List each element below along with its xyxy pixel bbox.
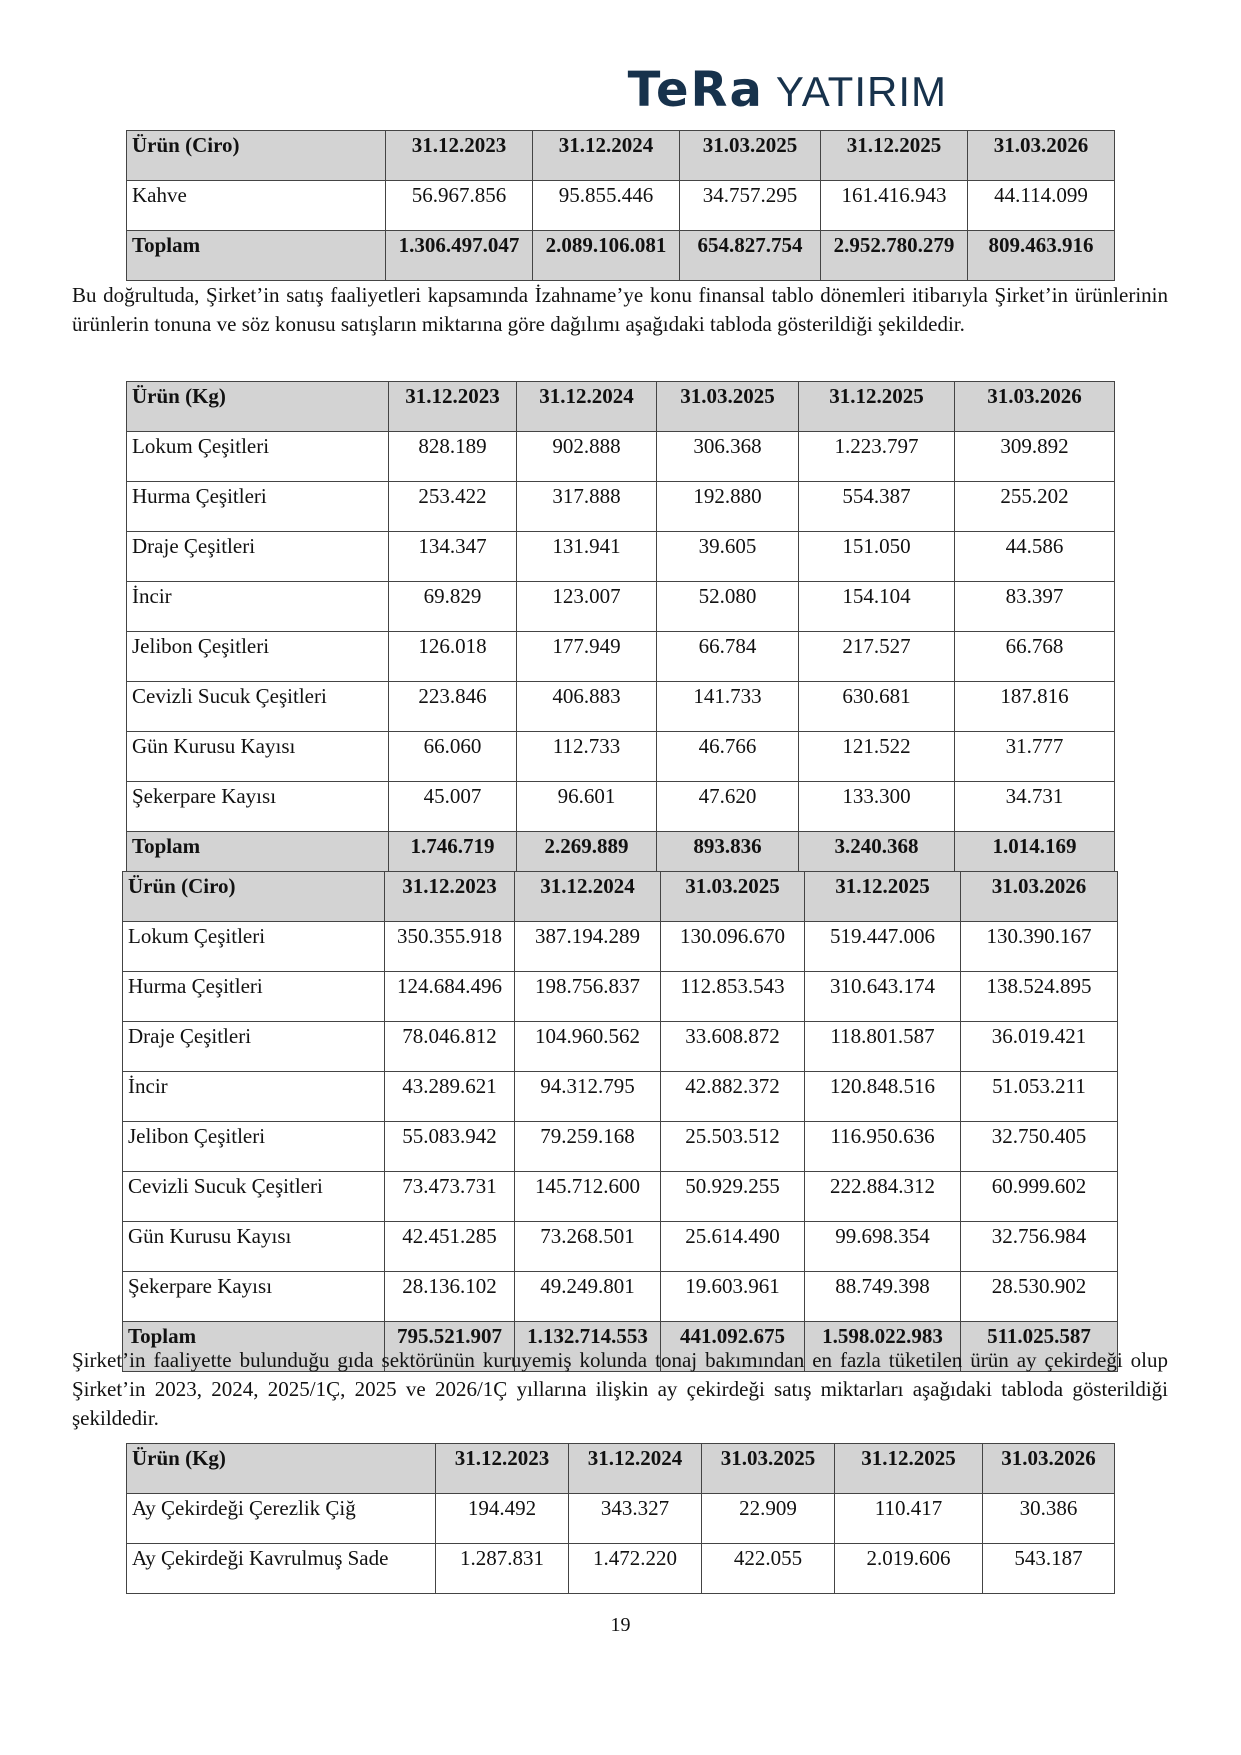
value-cell: 441.092.675 bbox=[661, 1322, 805, 1372]
value-cell: 387.194.289 bbox=[515, 922, 661, 972]
value-cell: 310.643.174 bbox=[805, 972, 961, 1022]
value-cell: 110.417 bbox=[835, 1494, 983, 1544]
table-row bbox=[123, 1022, 1118, 1072]
value-cell: 31.777 bbox=[955, 732, 1115, 782]
column-header-date: 31.12.2023 bbox=[386, 131, 533, 181]
value-cell: 130.390.167 bbox=[961, 922, 1118, 972]
value-cell: 217.527 bbox=[799, 632, 955, 682]
value-cell: 121.522 bbox=[799, 732, 955, 782]
value-cell: 255.202 bbox=[955, 482, 1115, 532]
column-header-date: 31.12.2023 bbox=[389, 382, 517, 432]
paragraph-intro: Bu doğrultuda, Şirket’in satış faaliyetleri kapsamında İzahname’ye konu finansal tablo dönemleri itibarıyla Şirket’in ürünlerinin ürünlerin tonuna ve söz konusu satışların miktarına göre dağılımı aşağıdaki tabloda gösterildiği şekildedir. bbox=[72, 283, 1168, 336]
table-row bbox=[123, 972, 1118, 1022]
value-cell: 44.586 bbox=[955, 532, 1115, 582]
value-cell: 22.909 bbox=[702, 1494, 835, 1544]
row-label-cell: Gün Kurusu Kayısı bbox=[123, 1222, 385, 1272]
value-cell: 253.422 bbox=[389, 482, 517, 532]
row-label-cell: Gün Kurusu Kayısı bbox=[127, 732, 389, 782]
value-cell: 154.104 bbox=[799, 582, 955, 632]
value-cell: 32.750.405 bbox=[961, 1122, 1118, 1172]
column-header-date: 31.12.2024 bbox=[515, 872, 661, 922]
column-header-date: 31.12.2024 bbox=[533, 131, 680, 181]
table-row bbox=[123, 922, 1118, 972]
value-cell: 79.259.168 bbox=[515, 1122, 661, 1172]
value-cell: 350.355.918 bbox=[385, 922, 515, 972]
value-cell: 95.855.446 bbox=[533, 181, 680, 231]
column-header-date: 31.03.2026 bbox=[968, 131, 1115, 181]
value-cell: 44.114.099 bbox=[968, 181, 1115, 231]
value-cell: 96.601 bbox=[517, 782, 657, 832]
column-header-date: 31.12.2024 bbox=[569, 1444, 702, 1494]
column-header-date: 31.03.2025 bbox=[680, 131, 821, 181]
value-cell: 73.268.501 bbox=[515, 1222, 661, 1272]
value-cell: 52.080 bbox=[657, 582, 799, 632]
value-cell: 1.223.797 bbox=[799, 432, 955, 482]
column-header-date: 31.03.2025 bbox=[702, 1444, 835, 1494]
table-header-row bbox=[127, 382, 1115, 432]
value-cell: 554.387 bbox=[799, 482, 955, 532]
value-cell: 30.386 bbox=[983, 1494, 1115, 1544]
table-row bbox=[127, 1494, 1115, 1544]
value-cell: 33.608.872 bbox=[661, 1022, 805, 1072]
column-header-product: Ürün (Kg) bbox=[127, 1444, 436, 1494]
value-cell: 66.784 bbox=[657, 632, 799, 682]
value-cell: 406.883 bbox=[517, 682, 657, 732]
value-cell: 118.801.587 bbox=[805, 1022, 961, 1072]
value-cell: 73.473.731 bbox=[385, 1172, 515, 1222]
value-cell: 222.884.312 bbox=[805, 1172, 961, 1222]
value-cell: 1.598.022.983 bbox=[805, 1322, 961, 1372]
value-cell: 25.614.490 bbox=[661, 1222, 805, 1272]
value-cell: 112.733 bbox=[517, 732, 657, 782]
company-logo bbox=[628, 62, 947, 118]
value-cell: 34.731 bbox=[955, 782, 1115, 832]
value-cell: 511.025.587 bbox=[961, 1322, 1118, 1372]
value-cell: 1.306.497.047 bbox=[386, 231, 533, 281]
value-cell: 543.187 bbox=[983, 1544, 1115, 1594]
value-cell: 194.492 bbox=[436, 1494, 569, 1544]
value-cell: 187.816 bbox=[955, 682, 1115, 732]
row-label-cell: Hurma Çeşitleri bbox=[127, 482, 389, 532]
row-label-cell: Şekerpare Kayısı bbox=[127, 782, 389, 832]
column-header-date: 31.03.2026 bbox=[955, 382, 1115, 432]
table-row bbox=[127, 482, 1115, 532]
column-header-date: 31.03.2025 bbox=[661, 872, 805, 922]
value-cell: 130.096.670 bbox=[661, 922, 805, 972]
value-cell: 133.300 bbox=[799, 782, 955, 832]
row-label-cell: Jelibon Çeşitleri bbox=[127, 632, 389, 682]
table-row bbox=[127, 181, 1115, 231]
table-header-row bbox=[127, 131, 1115, 181]
value-cell: 55.083.942 bbox=[385, 1122, 515, 1172]
row-label-cell: Toplam bbox=[127, 231, 386, 281]
value-cell: 42.451.285 bbox=[385, 1222, 515, 1272]
value-cell: 34.757.295 bbox=[680, 181, 821, 231]
value-cell: 343.327 bbox=[569, 1494, 702, 1544]
value-cell: 126.018 bbox=[389, 632, 517, 682]
column-header-date: 31.12.2023 bbox=[436, 1444, 569, 1494]
table-total-row bbox=[127, 231, 1115, 281]
value-cell: 123.007 bbox=[517, 582, 657, 632]
column-header-date: 31.12.2025 bbox=[799, 382, 955, 432]
table-row bbox=[123, 1072, 1118, 1122]
value-cell: 99.698.354 bbox=[805, 1222, 961, 1272]
value-cell: 317.888 bbox=[517, 482, 657, 532]
value-cell: 809.463.916 bbox=[968, 231, 1115, 281]
table-row bbox=[127, 682, 1115, 732]
value-cell: 112.853.543 bbox=[661, 972, 805, 1022]
row-label-cell: İncir bbox=[123, 1072, 385, 1122]
column-header-date: 31.03.2025 bbox=[657, 382, 799, 432]
value-cell: 902.888 bbox=[517, 432, 657, 482]
table-row bbox=[127, 732, 1115, 782]
value-cell: 161.416.943 bbox=[821, 181, 968, 231]
value-cell: 36.019.421 bbox=[961, 1022, 1118, 1072]
table-urun-kg bbox=[126, 381, 1115, 882]
value-cell: 94.312.795 bbox=[515, 1072, 661, 1122]
table-row bbox=[123, 1222, 1118, 1272]
value-cell: 1.746.719 bbox=[389, 832, 517, 882]
table-row bbox=[127, 582, 1115, 632]
value-cell: 46.766 bbox=[657, 732, 799, 782]
row-label-cell: Ay Çekirdeği Çerezlik Çiğ bbox=[127, 1494, 436, 1544]
value-cell: 25.503.512 bbox=[661, 1122, 805, 1172]
row-label-cell: Cevizli Sucuk Çeşitleri bbox=[127, 682, 389, 732]
value-cell: 131.941 bbox=[517, 532, 657, 582]
value-cell: 66.768 bbox=[955, 632, 1115, 682]
value-cell: 66.060 bbox=[389, 732, 517, 782]
row-label-cell: Lokum Çeşitleri bbox=[127, 432, 389, 482]
row-label-cell: Hurma Çeşitleri bbox=[123, 972, 385, 1022]
table-row bbox=[127, 1544, 1115, 1594]
table-row bbox=[127, 532, 1115, 582]
value-cell: 198.756.837 bbox=[515, 972, 661, 1022]
value-cell: 104.960.562 bbox=[515, 1022, 661, 1072]
row-label-cell: Draje Çeşitleri bbox=[127, 532, 389, 582]
value-cell: 1.132.714.553 bbox=[515, 1322, 661, 1372]
value-cell: 309.892 bbox=[955, 432, 1115, 482]
value-cell: 42.882.372 bbox=[661, 1072, 805, 1122]
value-cell: 134.347 bbox=[389, 532, 517, 582]
value-cell: 1.014.169 bbox=[955, 832, 1115, 882]
table-row bbox=[123, 1172, 1118, 1222]
value-cell: 654.827.754 bbox=[680, 231, 821, 281]
value-cell: 56.967.856 bbox=[386, 181, 533, 231]
value-cell: 78.046.812 bbox=[385, 1022, 515, 1072]
column-header-date: 31.12.2025 bbox=[805, 872, 961, 922]
logo-brand-text: TeRa bbox=[627, 62, 764, 118]
value-cell: 124.684.496 bbox=[385, 972, 515, 1022]
table-ciro-kahve bbox=[126, 130, 1115, 281]
table-ay-cekirdegi bbox=[126, 1443, 1115, 1594]
table-row bbox=[123, 1272, 1118, 1322]
value-cell: 43.289.621 bbox=[385, 1072, 515, 1122]
value-cell: 19.603.961 bbox=[661, 1272, 805, 1322]
table-row bbox=[123, 1122, 1118, 1172]
column-header-date: 31.12.2023 bbox=[385, 872, 515, 922]
value-cell: 51.053.211 bbox=[961, 1072, 1118, 1122]
value-cell: 2.089.106.081 bbox=[533, 231, 680, 281]
value-cell: 2.269.889 bbox=[517, 832, 657, 882]
column-header-product: Ürün (Ciro) bbox=[123, 872, 385, 922]
table-header-row bbox=[123, 872, 1118, 922]
value-cell: 28.136.102 bbox=[385, 1272, 515, 1322]
value-cell: 1.472.220 bbox=[569, 1544, 702, 1594]
value-cell: 116.950.636 bbox=[805, 1122, 961, 1172]
column-header-date: 31.12.2024 bbox=[517, 382, 657, 432]
column-header-product: Ürün (Ciro) bbox=[127, 131, 386, 181]
value-cell: 138.524.895 bbox=[961, 972, 1118, 1022]
value-cell: 49.249.801 bbox=[515, 1272, 661, 1322]
row-label-cell: Draje Çeşitleri bbox=[123, 1022, 385, 1072]
row-label-cell: Lokum Çeşitleri bbox=[123, 922, 385, 972]
row-label-cell: Şekerpare Kayısı bbox=[123, 1272, 385, 1322]
value-cell: 795.521.907 bbox=[385, 1322, 515, 1372]
value-cell: 151.050 bbox=[799, 532, 955, 582]
value-cell: 828.189 bbox=[389, 432, 517, 482]
value-cell: 3.240.368 bbox=[799, 832, 955, 882]
paragraph-ay-cekirdegi: Şirket’in faaliyette bulunduğu gıda sektörünün kuruyemiş kolunda tonaj bakımından en fazla tüketilen ürün ay çekirdeği olup Şirket’in 2023, 2024, 2025/1Ç, 2025 ve 2026/1Ç yıllarına ilişkin ay çekirdeği satış miktarları aşağıdaki tabloda gösterildiği şekildedir. bbox=[72, 1348, 1168, 1430]
table-row bbox=[127, 432, 1115, 482]
value-cell: 32.756.984 bbox=[961, 1222, 1118, 1272]
value-cell: 50.929.255 bbox=[661, 1172, 805, 1222]
value-cell: 1.287.831 bbox=[436, 1544, 569, 1594]
row-label-cell: Toplam bbox=[123, 1322, 385, 1372]
logo-sub-text: YATIRIM bbox=[775, 68, 947, 115]
column-header-date: 31.03.2026 bbox=[961, 872, 1118, 922]
table-header-row bbox=[127, 1444, 1115, 1494]
row-label-cell: Ay Çekirdeği Kavrulmuş Sade bbox=[127, 1544, 436, 1594]
column-header-date: 31.03.2026 bbox=[983, 1444, 1115, 1494]
value-cell: 893.836 bbox=[657, 832, 799, 882]
row-label-cell: Kahve bbox=[127, 181, 386, 231]
page-number: 19 bbox=[610, 1614, 631, 1636]
value-cell: 39.605 bbox=[657, 532, 799, 582]
value-cell: 60.999.602 bbox=[961, 1172, 1118, 1222]
value-cell: 177.949 bbox=[517, 632, 657, 682]
column-header-product: Ürün (Kg) bbox=[127, 382, 389, 432]
value-cell: 88.749.398 bbox=[805, 1272, 961, 1322]
value-cell: 47.620 bbox=[657, 782, 799, 832]
table-row bbox=[127, 632, 1115, 682]
value-cell: 45.007 bbox=[389, 782, 517, 832]
value-cell: 145.712.600 bbox=[515, 1172, 661, 1222]
row-label-cell: İncir bbox=[127, 582, 389, 632]
row-label-cell: Cevizli Sucuk Çeşitleri bbox=[123, 1172, 385, 1222]
value-cell: 2.952.780.279 bbox=[821, 231, 968, 281]
row-label-cell: Toplam bbox=[127, 832, 389, 882]
value-cell: 519.447.006 bbox=[805, 922, 961, 972]
value-cell: 630.681 bbox=[799, 682, 955, 732]
table-row bbox=[127, 782, 1115, 832]
value-cell: 141.733 bbox=[657, 682, 799, 732]
row-label-cell: Jelibon Çeşitleri bbox=[123, 1122, 385, 1172]
value-cell: 120.848.516 bbox=[805, 1072, 961, 1122]
value-cell: 192.880 bbox=[657, 482, 799, 532]
value-cell: 422.055 bbox=[702, 1544, 835, 1594]
value-cell: 83.397 bbox=[955, 582, 1115, 632]
value-cell: 2.019.606 bbox=[835, 1544, 983, 1594]
value-cell: 306.368 bbox=[657, 432, 799, 482]
value-cell: 223.846 bbox=[389, 682, 517, 732]
table-urun-ciro bbox=[122, 871, 1118, 1372]
column-header-date: 31.12.2025 bbox=[821, 131, 968, 181]
column-header-date: 31.12.2025 bbox=[835, 1444, 983, 1494]
value-cell: 69.829 bbox=[389, 582, 517, 632]
value-cell: 28.530.902 bbox=[961, 1272, 1118, 1322]
